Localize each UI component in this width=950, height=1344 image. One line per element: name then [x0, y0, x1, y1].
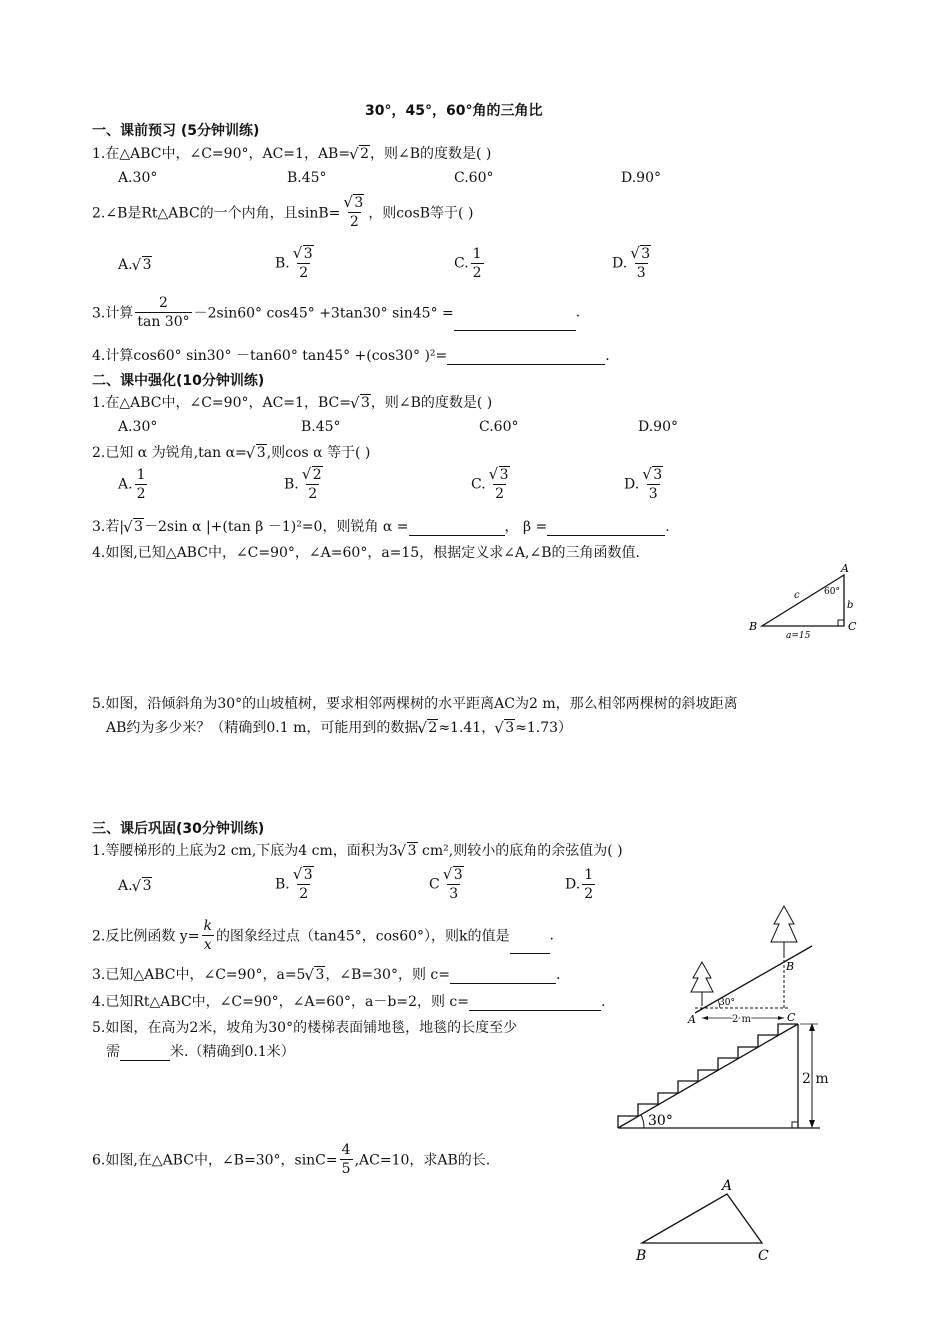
s2-question-4: 4.如图,已知△ABC中，∠C=90°，∠A=60°，a=15，根据定义求∠A,∠B的三角函数值.: [92, 545, 640, 561]
s3-question-5-line2: 需 米.（精确到0.1米）: [106, 1044, 295, 1060]
s2-question-5-line2: AB约为多少米？（精确到0.1 m，可能用到的数据√ 2≈1.41，√ 3≈1.73）: [106, 717, 572, 737]
s1-q2-option-d: D. √ $\frac{3}{3}$: [612, 245, 655, 282]
tree-a-icon: [691, 962, 713, 1006]
section-heading-reinforce: 二、课中强化(10分钟训练): [92, 373, 265, 389]
figure-staircase: [612, 1015, 832, 1133]
fig1-side-c: c: [794, 590, 800, 601]
s3-q1-option-a: A.√ 3: [118, 878, 152, 894]
section-heading-preview: 一、课前预习 (5分钟训练): [92, 123, 260, 139]
page-title: 30°，45°，60°角的三角比: [365, 103, 543, 119]
section-heading-consolidate: 三、课后巩固(30分钟训练): [92, 821, 265, 837]
fig2-slope-line: [695, 946, 812, 1013]
fig2-distance: 2 m: [732, 1014, 752, 1025]
s2-question-5-line1: 5.如图，沿倾斜角为30°的山坡植树，要求相邻两棵树的水平距离AC为2 m，那么相邻两棵树的斜坡距离: [92, 696, 738, 712]
s3-q3-answer-blank[interactable]: [450, 967, 556, 984]
s2-question-2: 2.已知 α 为锐角,tan α=√ 3,则cos α 等于( ): [92, 442, 370, 462]
s1-q1-option-d: D.90°: [621, 170, 661, 186]
s1-question-3: 3.计算 $\frac{2}{\tan 30^\circ}$ －2sin60° cos45° +3tan30° sin45° = .: [92, 295, 581, 330]
s3-q4-answer-blank[interactable]: [469, 994, 601, 1011]
s3-q5-answer-blank[interactable]: [120, 1044, 170, 1061]
s2-q2-option-d: D. √ $\frac{3}{3}$: [624, 466, 667, 503]
s2-q2-option-b: B. √ $\frac{2}{2}$: [284, 466, 327, 503]
s1-q3-answer-blank[interactable]: [454, 314, 576, 331]
fig2-label-b: B: [786, 960, 795, 973]
s2-question-3: 3.若|√ 3－2sin α |+(tan β －1)²=0，则锐角 α = ， β = .: [92, 516, 670, 536]
s3-question-5-line1: 5.如图，在高为2米，坡角为30°的楼梯表面铺地毯，地毯的长度至少: [92, 1020, 518, 1036]
figure-triangle-abc: [630, 1170, 790, 1265]
s3-question-6: 6.如图,在△ABC中，∠B=30°，sinC= $\frac{4}{5}$ ,AC=10，求AB的长.: [92, 1142, 491, 1177]
fig3-hypotenuse: [618, 1024, 798, 1128]
s2-q3-beta-blank[interactable]: [547, 519, 665, 536]
fig1-label-c: C: [848, 620, 857, 633]
s2-q2-option-a: A. $\frac{1}{2}$: [118, 467, 146, 502]
s2-q1-option-d: D.90°: [638, 419, 678, 435]
s1-q2-option-a: A.√ 3: [118, 257, 152, 273]
figure-triangle-a60: [744, 560, 869, 642]
s1-question-4: 4.计算cos60° sin30° －tan60° tan45° +(cos30° )²= .: [92, 348, 610, 364]
fig3-angle: 30°: [648, 1113, 673, 1129]
fig2-label-c: C: [787, 1011, 796, 1024]
s3-question-2: 2.反比例函数 y= $\frac{k}{x}$ 的图象经过点（tan45°，cos60°），则k的值是 .: [92, 918, 554, 953]
fig4-label-a: A: [722, 1178, 733, 1194]
s2-question-1: 1.在△ABC中，∠C=90°，AC=1，BC=√ 3，则∠B的度数是( ): [92, 392, 492, 412]
s3-q1-option-d: D. $\frac{1}{2}$: [565, 867, 594, 902]
fig1-right-angle-mark: [838, 620, 844, 626]
fig2-label-a: A: [688, 1013, 696, 1026]
fig4-label-b: B: [636, 1248, 647, 1264]
s2-q2-option-c: C. √ $\frac{3}{2}$: [471, 466, 514, 503]
s1-q4-answer-blank[interactable]: [447, 348, 605, 365]
figure-slope-trees: [680, 900, 815, 1030]
fig1-angle: 60°: [824, 587, 840, 597]
s2-q1-option-b: B.45°: [301, 419, 341, 435]
s3-q2-answer-blank[interactable]: [510, 937, 550, 954]
s1-q2-option-b: B. √ $\frac{3}{2}$: [275, 245, 318, 282]
s3-q1-option-c: C √ $\frac{3}{3}$: [429, 866, 468, 903]
s2-q3-alpha-blank[interactable]: [409, 519, 505, 536]
fig1-label-a: A: [841, 562, 849, 575]
s1-q1-option-a: A.30°: [118, 170, 158, 186]
fig3-height: 2 m: [802, 1071, 829, 1087]
fig4-label-c: C: [758, 1248, 769, 1264]
s1-question-2: 2.∠B是Rt△ABC的一个内角，且sinB= √ $\frac{3}{2}$ ，则cosB等于( ): [92, 194, 473, 231]
s1-q2-option-c: C. $\frac{1}{2}$: [454, 246, 482, 281]
s1-question-1: 1.在△ABC中，∠C=90°，AC=1，AB=√ 2，则∠B的度数是( ): [92, 143, 491, 163]
s3-question-4: 4.已知Rt△ABC中，∠C=90°，∠A=60°，a－b=2，则 c= .: [92, 994, 606, 1010]
fig1-label-b: B: [749, 620, 758, 633]
s1-q1-option-c: C.60°: [454, 170, 494, 186]
s2-q1-option-c: C.60°: [479, 419, 519, 435]
fig1-side-a: a=15: [786, 631, 811, 641]
s3-question-3: 3.已知△ABC中，∠C=90°，a=5√ 3，∠B=30°，则 c= .: [92, 964, 560, 984]
s3-question-1: 1.等腰梯形的上底为2 cm,下底为4 cm，面积为3√ 3 cm²,则较小的底角的余弦值为( ): [92, 840, 623, 860]
fig2-angle: 30°: [719, 998, 735, 1008]
fig4-triangle: [642, 1194, 762, 1243]
s3-q1-option-b: B. √ $\frac{3}{2}$: [275, 866, 318, 903]
s2-q1-option-a: A.30°: [118, 419, 158, 435]
s1-q1-option-b: B.45°: [287, 170, 327, 186]
fig1-side-b: b: [847, 600, 854, 611]
fig1-triangle: [762, 575, 844, 626]
tree-b-icon: [771, 906, 797, 958]
